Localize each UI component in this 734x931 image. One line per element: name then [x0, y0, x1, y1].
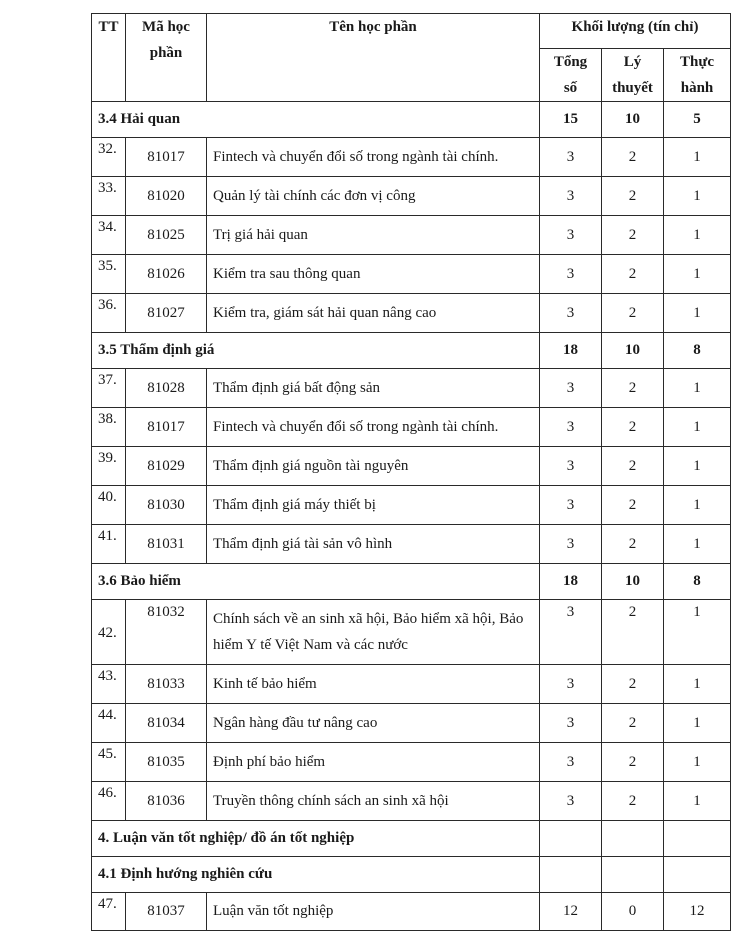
row-code: 81036: [126, 782, 207, 821]
row-name: Định phí bảo hiểm: [207, 743, 540, 782]
row-practice: 1: [664, 408, 731, 447]
row-name: Thẩm định giá tài sản vô hình: [207, 525, 540, 564]
row-name: Luận văn tốt nghiệp: [207, 893, 540, 931]
row-name: Kiểm tra, giám sát hải quan nâng cao: [207, 294, 540, 333]
row-theory: 2: [602, 525, 664, 564]
row-index: 43.: [92, 665, 126, 704]
section-title: 3.4 Hải quan: [92, 102, 540, 138]
row-code: 81032: [126, 600, 207, 665]
row-index: 38.: [92, 408, 126, 447]
row-theory: 2: [602, 600, 664, 665]
row-name: Quản lý tài chính các đơn vị công: [207, 177, 540, 216]
row-name: Ngân hàng đầu tư nâng cao: [207, 704, 540, 743]
row-theory: 2: [602, 138, 664, 177]
section-title: 3.5 Thẩm định giá: [92, 333, 540, 369]
row-code: 81025: [126, 216, 207, 255]
row-theory: 2: [602, 177, 664, 216]
section-total: 18: [540, 333, 602, 369]
row-index: 33.: [92, 177, 126, 216]
row-practice: 1: [664, 704, 731, 743]
row-total: 3: [540, 177, 602, 216]
row-code: 81035: [126, 743, 207, 782]
row-name: Chính sách về an sinh xã hội, Bảo hiểm xã hội, Bảo hiểm Y tế Việt Nam và các nước: [207, 600, 540, 665]
table-row: [92, 369, 731, 408]
row-theory: 2: [602, 369, 664, 408]
row-code: 81029: [126, 447, 207, 486]
row-practice: 1: [664, 743, 731, 782]
row-practice: 1: [664, 782, 731, 821]
table-row: [92, 408, 731, 447]
section-total: 18: [540, 564, 602, 600]
row-name: Thẩm định giá bất động sản: [207, 369, 540, 408]
table-row: [92, 294, 731, 333]
row-theory: 2: [602, 294, 664, 333]
row-total: 3: [540, 743, 602, 782]
row-name: Fintech và chuyển đổi số trong ngành tài chính.: [207, 408, 540, 447]
row-theory: 0: [602, 893, 664, 931]
table-row: [92, 447, 731, 486]
row-code: 81028: [126, 369, 207, 408]
row-theory: 2: [602, 408, 664, 447]
row-code: 81017: [126, 408, 207, 447]
section-theory: 10: [602, 564, 664, 600]
row-index: 47.: [92, 893, 126, 931]
row-total: 3: [540, 782, 602, 821]
row-total: 3: [540, 255, 602, 294]
row-theory: 2: [602, 743, 664, 782]
header-course-code: Mã học phần: [126, 14, 207, 102]
row-total: 3: [540, 704, 602, 743]
section-title: 4.1 Định hướng nghiên cứu: [92, 857, 540, 893]
section-title: 4. Luận văn tốt nghiệp/ đồ án tốt nghiệp: [92, 821, 540, 857]
section-practice: 8: [664, 333, 731, 369]
row-practice: 1: [664, 177, 731, 216]
row-theory: 2: [602, 486, 664, 525]
row-total: 3: [540, 294, 602, 333]
row-total: 3: [540, 369, 602, 408]
row-practice: 12: [664, 893, 731, 931]
row-total: 3: [540, 486, 602, 525]
row-practice: 1: [664, 216, 731, 255]
header-credits-group: Khối lượng (tín chỉ): [540, 14, 731, 49]
row-code: 81026: [126, 255, 207, 294]
row-total: 3: [540, 665, 602, 704]
row-total: 3: [540, 600, 602, 665]
row-name: Thẩm định giá nguồn tài nguyên: [207, 447, 540, 486]
row-index: 34.: [92, 216, 126, 255]
section-practice: [664, 857, 731, 893]
section-row: [92, 857, 731, 893]
row-index: 44.: [92, 704, 126, 743]
row-index: 36.: [92, 294, 126, 333]
row-code: 81034: [126, 704, 207, 743]
table-row: [92, 138, 731, 177]
table-row: [92, 704, 731, 743]
row-name: Thẩm định giá máy thiết bị: [207, 486, 540, 525]
row-total: 3: [540, 408, 602, 447]
section-title: 3.6 Bảo hiểm: [92, 564, 540, 600]
curriculum-table: [91, 13, 731, 931]
row-practice: 1: [664, 600, 731, 665]
section-row: [92, 564, 731, 600]
row-name: Fintech và chuyển đổi số trong ngành tài chính.: [207, 138, 540, 177]
row-name: Truyền thông chính sách an sinh xã hội: [207, 782, 540, 821]
row-total: 3: [540, 216, 602, 255]
row-index: 45.: [92, 743, 126, 782]
header-theory: Lý thuyết: [602, 49, 664, 102]
section-total: [540, 857, 602, 893]
row-practice: 1: [664, 294, 731, 333]
table-row: [92, 525, 731, 564]
table-row: [92, 255, 731, 294]
row-theory: 2: [602, 216, 664, 255]
section-theory: 10: [602, 333, 664, 369]
row-code: 81030: [126, 486, 207, 525]
row-code: 81031: [126, 525, 207, 564]
row-code: 81037: [126, 893, 207, 931]
table-row: [92, 782, 731, 821]
table-row: [92, 486, 731, 525]
row-name: Trị giá hải quan: [207, 216, 540, 255]
row-practice: 1: [664, 525, 731, 564]
section-total: 15: [540, 102, 602, 138]
row-practice: 1: [664, 369, 731, 408]
row-total: 3: [540, 138, 602, 177]
section-row: [92, 333, 731, 369]
section-theory: [602, 821, 664, 857]
section-theory: 10: [602, 102, 664, 138]
row-practice: 1: [664, 447, 731, 486]
section-practice: 8: [664, 564, 731, 600]
row-total: 12: [540, 893, 602, 931]
row-practice: 1: [664, 486, 731, 525]
row-theory: 2: [602, 447, 664, 486]
row-index: 32.: [92, 138, 126, 177]
section-practice: 5: [664, 102, 731, 138]
row-index: 35.: [92, 255, 126, 294]
row-theory: 2: [602, 255, 664, 294]
row-theory: 2: [602, 665, 664, 704]
row-practice: 1: [664, 255, 731, 294]
row-name: Kinh tế bảo hiểm: [207, 665, 540, 704]
section-row: [92, 102, 731, 138]
row-index: 37.: [92, 369, 126, 408]
table-row: [92, 216, 731, 255]
row-theory: 2: [602, 782, 664, 821]
header-tt: TT: [92, 14, 126, 102]
table-row: [92, 177, 731, 216]
row-code: 81017: [126, 138, 207, 177]
table-row: [92, 665, 731, 704]
table-row: [92, 893, 731, 931]
row-code: 81020: [126, 177, 207, 216]
header-row: [92, 14, 731, 49]
row-name: Kiểm tra sau thông quan: [207, 255, 540, 294]
row-index: 42.: [92, 600, 126, 665]
section-total: [540, 821, 602, 857]
row-index: 40.: [92, 486, 126, 525]
header-practice: Thực hành: [664, 49, 731, 102]
row-code: 81033: [126, 665, 207, 704]
row-total: 3: [540, 447, 602, 486]
row-practice: 1: [664, 665, 731, 704]
header-total: Tổng số: [540, 49, 602, 102]
section-theory: [602, 857, 664, 893]
row-total: 3: [540, 525, 602, 564]
row-practice: 1: [664, 138, 731, 177]
row-index: 41.: [92, 525, 126, 564]
section-row: [92, 821, 731, 857]
header-course-name: Tên học phần: [207, 14, 540, 102]
row-index: 39.: [92, 447, 126, 486]
row-index: 46.: [92, 782, 126, 821]
row-theory: 2: [602, 704, 664, 743]
section-practice: [664, 821, 731, 857]
table-row: [92, 743, 731, 782]
table-row: [92, 600, 731, 665]
row-code: 81027: [126, 294, 207, 333]
